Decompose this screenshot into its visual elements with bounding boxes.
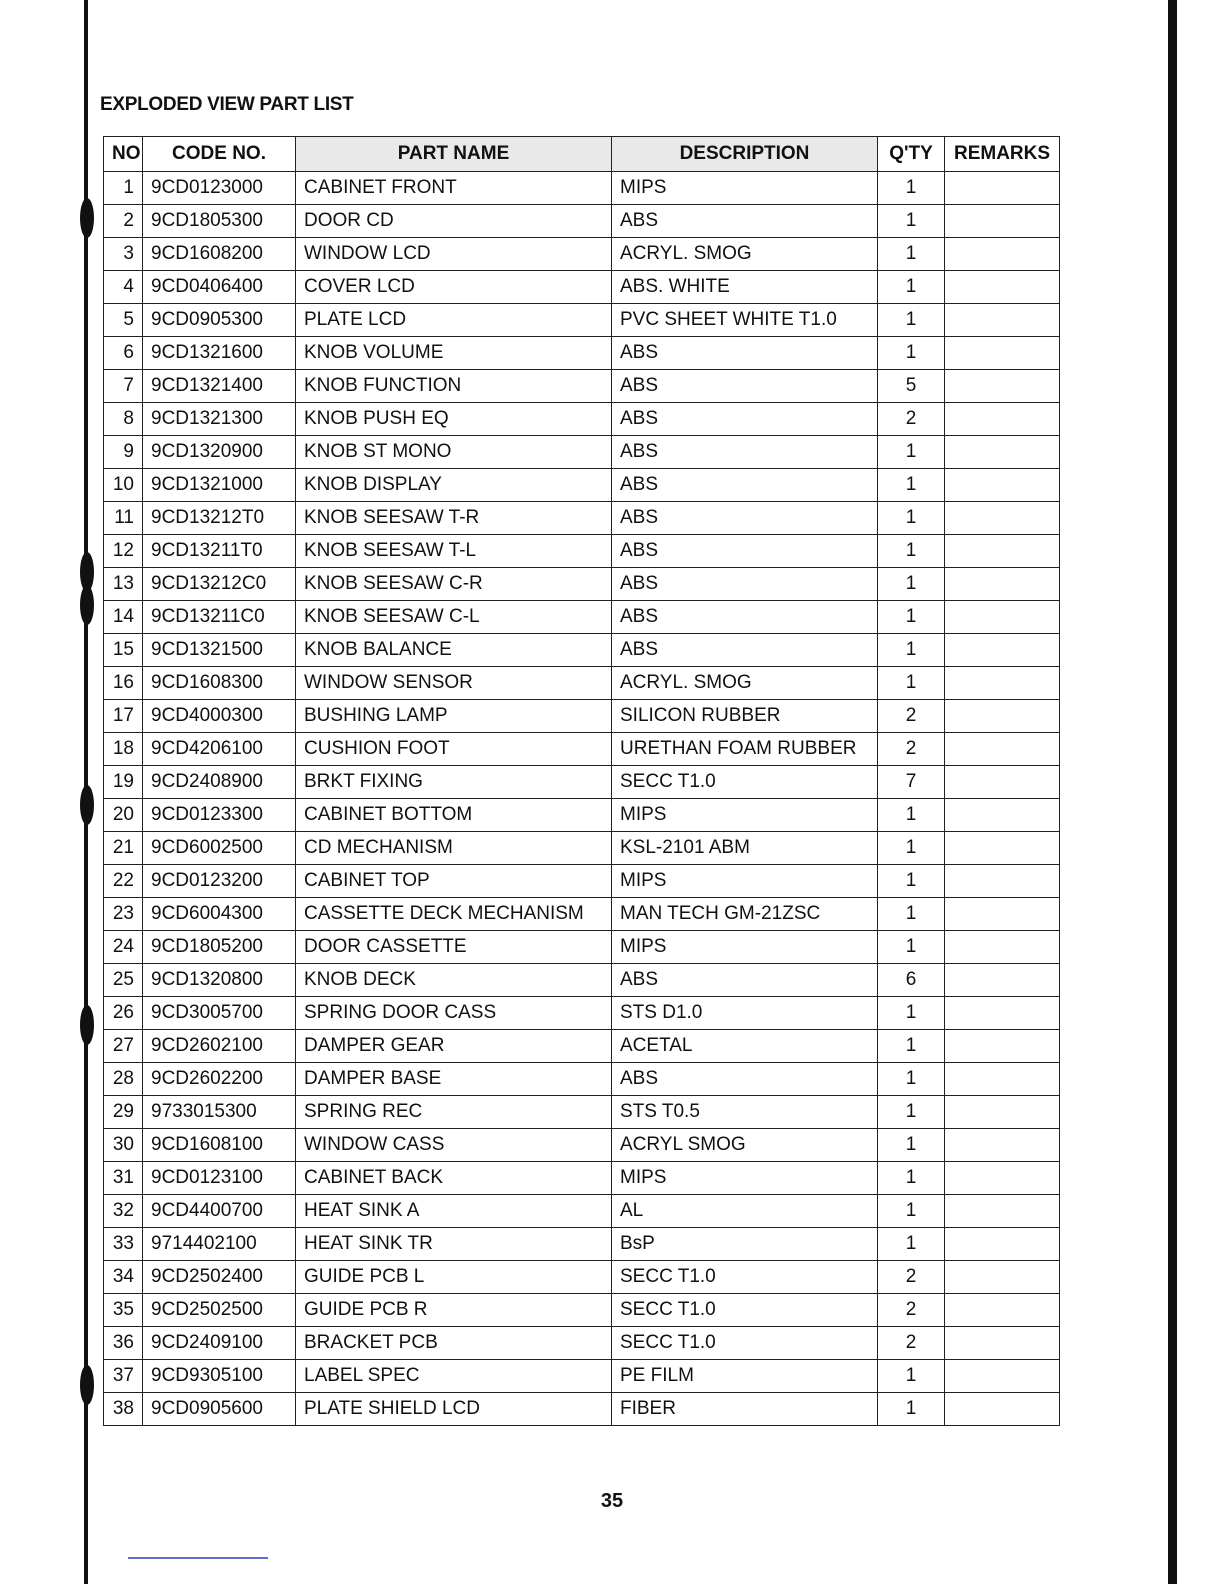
cell-no: 32 — [104, 1195, 143, 1228]
cell-code-no: 9CD4206100 — [143, 733, 296, 766]
cell-description: MAN TECH GM-21ZSC — [612, 898, 878, 931]
cell-no: 8 — [104, 403, 143, 436]
cell-remarks — [945, 1063, 1060, 1096]
cell-part-name: CABINET BOTTOM — [296, 799, 612, 832]
table-row — [104, 337, 1060, 370]
cell-code-no: 9CD0905600 — [143, 1393, 296, 1426]
table-row — [104, 1195, 1060, 1228]
cell-qty: 1 — [878, 568, 945, 601]
table-row — [104, 667, 1060, 700]
cell-code-no: 9CD13211T0 — [143, 535, 296, 568]
table-row — [104, 403, 1060, 436]
page-title: EXPLODED VIEW PART LIST — [100, 94, 354, 115]
cell-remarks — [945, 766, 1060, 799]
cell-description: ABS — [612, 568, 878, 601]
table-row — [104, 568, 1060, 601]
cell-remarks — [945, 1195, 1060, 1228]
cell-remarks — [945, 1096, 1060, 1129]
cell-description: STS T0.5 — [612, 1096, 878, 1129]
cell-code-no: 9CD1320800 — [143, 964, 296, 997]
cell-remarks — [945, 469, 1060, 502]
cell-description: ABS — [612, 1063, 878, 1096]
cell-code-no: 9CD13212T0 — [143, 502, 296, 535]
table-row — [104, 601, 1060, 634]
cell-description: SECC T1.0 — [612, 1294, 878, 1327]
cell-part-name: HEAT SINK TR — [296, 1228, 612, 1261]
column-header-code: CODE NO. — [143, 137, 296, 172]
cell-description: AL — [612, 1195, 878, 1228]
cell-qty: 1 — [878, 931, 945, 964]
cell-part-name: KNOB FUNCTION — [296, 370, 612, 403]
cell-code-no: 9CD6004300 — [143, 898, 296, 931]
cell-description: ABS — [612, 403, 878, 436]
cell-part-name: CUSHION FOOT — [296, 733, 612, 766]
cell-code-no: 9CD1608300 — [143, 667, 296, 700]
cell-remarks — [945, 601, 1060, 634]
cell-no: 27 — [104, 1030, 143, 1063]
cell-remarks — [945, 1261, 1060, 1294]
cell-no: 37 — [104, 1360, 143, 1393]
cell-part-name: CASSETTE DECK MECHANISM — [296, 898, 612, 931]
cell-qty: 1 — [878, 172, 945, 205]
cell-description: KSL-2101 ABM — [612, 832, 878, 865]
cell-code-no: 9CD1321000 — [143, 469, 296, 502]
cell-remarks — [945, 799, 1060, 832]
cell-description: ABS — [612, 964, 878, 997]
cell-remarks — [945, 1129, 1060, 1162]
cell-remarks — [945, 205, 1060, 238]
table-row — [104, 172, 1060, 205]
cell-qty: 2 — [878, 1294, 945, 1327]
table-row — [104, 1327, 1060, 1360]
cell-no: 26 — [104, 997, 143, 1030]
parts-table-body — [104, 172, 1060, 1426]
cell-no: 10 — [104, 469, 143, 502]
table-row — [104, 1261, 1060, 1294]
table-row — [104, 304, 1060, 337]
cell-part-name: SPRING DOOR CASS — [296, 997, 612, 1030]
cell-part-name: KNOB PUSH EQ — [296, 403, 612, 436]
cell-remarks — [945, 1294, 1060, 1327]
cell-part-name: GUIDE PCB R — [296, 1294, 612, 1327]
cell-description: ABS — [612, 436, 878, 469]
cell-qty: 1 — [878, 1393, 945, 1426]
table-row — [104, 964, 1060, 997]
cell-part-name: KNOB VOLUME — [296, 337, 612, 370]
cell-description: ABS — [612, 469, 878, 502]
cell-qty: 2 — [878, 733, 945, 766]
cell-part-name: HEAT SINK A — [296, 1195, 612, 1228]
cell-part-name: WINDOW CASS — [296, 1129, 612, 1162]
cell-part-name: CABINET FRONT — [296, 172, 612, 205]
table-row — [104, 1393, 1060, 1426]
table-row — [104, 1162, 1060, 1195]
cell-code-no: 9CD0123200 — [143, 865, 296, 898]
cell-part-name: COVER LCD — [296, 271, 612, 304]
cell-no: 1 — [104, 172, 143, 205]
table-row — [104, 832, 1060, 865]
cell-qty: 1 — [878, 304, 945, 337]
cell-no: 19 — [104, 766, 143, 799]
cell-part-name: WINDOW LCD — [296, 238, 612, 271]
cell-remarks — [945, 568, 1060, 601]
table-row — [104, 238, 1060, 271]
column-header-qty: Q'TY — [878, 137, 945, 172]
cell-no: 9 — [104, 436, 143, 469]
cell-code-no: 9CD6002500 — [143, 832, 296, 865]
cell-no: 34 — [104, 1261, 143, 1294]
cell-part-name: KNOB DISPLAY — [296, 469, 612, 502]
cell-qty: 1 — [878, 337, 945, 370]
cell-code-no: 9CD1805300 — [143, 205, 296, 238]
cell-description: SECC T1.0 — [612, 1327, 878, 1360]
cell-qty: 1 — [878, 997, 945, 1030]
cell-qty: 1 — [878, 1162, 945, 1195]
table-row — [104, 1360, 1060, 1393]
table-row — [104, 700, 1060, 733]
cell-remarks — [945, 271, 1060, 304]
cell-no: 24 — [104, 931, 143, 964]
cell-qty: 5 — [878, 370, 945, 403]
cell-qty: 1 — [878, 271, 945, 304]
table-row — [104, 1294, 1060, 1327]
cell-qty: 1 — [878, 898, 945, 931]
cell-remarks — [945, 502, 1060, 535]
cell-qty: 2 — [878, 1327, 945, 1360]
cell-code-no: 9CD1805200 — [143, 931, 296, 964]
cell-qty: 2 — [878, 403, 945, 436]
cell-description: SECC T1.0 — [612, 1261, 878, 1294]
cell-code-no: 9CD1321300 — [143, 403, 296, 436]
table-row — [104, 469, 1060, 502]
cell-remarks — [945, 931, 1060, 964]
cell-no: 2 — [104, 205, 143, 238]
column-header-remarks: REMARKS — [945, 137, 1060, 172]
table-row — [104, 997, 1060, 1030]
table-row — [104, 1129, 1060, 1162]
cell-remarks — [945, 436, 1060, 469]
cell-part-name: SPRING REC — [296, 1096, 612, 1129]
cell-no: 38 — [104, 1393, 143, 1426]
cell-no: 21 — [104, 832, 143, 865]
cell-no: 12 — [104, 535, 143, 568]
cell-description: PVC SHEET WHITE T1.0 — [612, 304, 878, 337]
cell-remarks — [945, 1228, 1060, 1261]
binding-hole-mark — [80, 585, 94, 625]
cell-qty: 6 — [878, 964, 945, 997]
cell-description: MIPS — [612, 1162, 878, 1195]
cell-remarks — [945, 1030, 1060, 1063]
cell-code-no: 9CD2502500 — [143, 1294, 296, 1327]
cell-part-name: BRACKET PCB — [296, 1327, 612, 1360]
cell-no: 15 — [104, 634, 143, 667]
cell-code-no: 9CD2408900 — [143, 766, 296, 799]
cell-no: 16 — [104, 667, 143, 700]
cell-no: 7 — [104, 370, 143, 403]
cell-description: MIPS — [612, 172, 878, 205]
cell-remarks — [945, 172, 1060, 205]
cell-description: ABS — [612, 205, 878, 238]
cell-description: ACRYL. SMOG — [612, 238, 878, 271]
table-row — [104, 1063, 1060, 1096]
cell-code-no: 9CD0123100 — [143, 1162, 296, 1195]
cell-code-no: 9CD13211C0 — [143, 601, 296, 634]
table-row — [104, 766, 1060, 799]
cell-qty: 1 — [878, 667, 945, 700]
cell-no: 3 — [104, 238, 143, 271]
table-row — [104, 931, 1060, 964]
cell-qty: 1 — [878, 502, 945, 535]
cell-description: SECC T1.0 — [612, 766, 878, 799]
cell-remarks — [945, 1162, 1060, 1195]
cell-qty: 1 — [878, 1360, 945, 1393]
cell-qty: 1 — [878, 1195, 945, 1228]
footer-rule — [128, 1557, 268, 1559]
cell-description: ABS — [612, 502, 878, 535]
cell-remarks — [945, 1360, 1060, 1393]
cell-no: 31 — [104, 1162, 143, 1195]
cell-no: 28 — [104, 1063, 143, 1096]
cell-part-name: KNOB SEESAW C-L — [296, 601, 612, 634]
cell-qty: 1 — [878, 1030, 945, 1063]
cell-code-no: 9733015300 — [143, 1096, 296, 1129]
cell-no: 36 — [104, 1327, 143, 1360]
table-row — [104, 205, 1060, 238]
cell-description: ABS. WHITE — [612, 271, 878, 304]
page-number: 35 — [600, 1490, 624, 1512]
cell-qty: 1 — [878, 205, 945, 238]
cell-qty: 2 — [878, 700, 945, 733]
cell-no: 13 — [104, 568, 143, 601]
cell-qty: 2 — [878, 1261, 945, 1294]
cell-part-name: BUSHING LAMP — [296, 700, 612, 733]
cell-no: 33 — [104, 1228, 143, 1261]
cell-remarks — [945, 535, 1060, 568]
cell-remarks — [945, 898, 1060, 931]
cell-code-no: 9CD1320900 — [143, 436, 296, 469]
cell-part-name: KNOB SEESAW T-R — [296, 502, 612, 535]
cell-code-no: 9CD1608200 — [143, 238, 296, 271]
cell-code-no: 9CD4000300 — [143, 700, 296, 733]
cell-part-name: KNOB DECK — [296, 964, 612, 997]
cell-code-no: 9CD2602100 — [143, 1030, 296, 1063]
cell-code-no: 9CD0905300 — [143, 304, 296, 337]
cell-code-no: 9CD1321400 — [143, 370, 296, 403]
cell-part-name: CABINET TOP — [296, 865, 612, 898]
cell-remarks — [945, 733, 1060, 766]
cell-remarks — [945, 865, 1060, 898]
table-row — [104, 436, 1060, 469]
cell-qty: 1 — [878, 634, 945, 667]
cell-description: FIBER — [612, 1393, 878, 1426]
table-row — [104, 1228, 1060, 1261]
cell-code-no: 9CD2602200 — [143, 1063, 296, 1096]
cell-qty: 7 — [878, 766, 945, 799]
cell-description: SILICON RUBBER — [612, 700, 878, 733]
cell-no: 5 — [104, 304, 143, 337]
binding-hole-mark — [80, 1365, 94, 1405]
cell-qty: 1 — [878, 238, 945, 271]
table-row — [104, 898, 1060, 931]
cell-description: BsP — [612, 1228, 878, 1261]
cell-part-name: PLATE SHIELD LCD — [296, 1393, 612, 1426]
cell-part-name: DAMPER GEAR — [296, 1030, 612, 1063]
cell-qty: 1 — [878, 436, 945, 469]
cell-no: 22 — [104, 865, 143, 898]
column-header-no: NO — [104, 137, 143, 172]
cell-no: 35 — [104, 1294, 143, 1327]
cell-code-no: 9CD1608100 — [143, 1129, 296, 1162]
cell-code-no: 9CD2409100 — [143, 1327, 296, 1360]
cell-description: ABS — [612, 601, 878, 634]
cell-remarks — [945, 1393, 1060, 1426]
cell-no: 29 — [104, 1096, 143, 1129]
cell-description: ABS — [612, 634, 878, 667]
cell-remarks — [945, 370, 1060, 403]
cell-remarks — [945, 1327, 1060, 1360]
cell-description: ABS — [612, 535, 878, 568]
cell-description: PE FILM — [612, 1360, 878, 1393]
binding-hole-mark — [80, 1005, 94, 1045]
cell-no: 4 — [104, 271, 143, 304]
table-row — [104, 865, 1060, 898]
table-row — [104, 799, 1060, 832]
cell-no: 6 — [104, 337, 143, 370]
cell-code-no: 9CD4400700 — [143, 1195, 296, 1228]
cell-remarks — [945, 634, 1060, 667]
cell-no: 30 — [104, 1129, 143, 1162]
table-row — [104, 370, 1060, 403]
cell-qty: 1 — [878, 865, 945, 898]
cell-part-name: WINDOW SENSOR — [296, 667, 612, 700]
cell-no: 18 — [104, 733, 143, 766]
parts-table — [103, 136, 1060, 1426]
table-row — [104, 634, 1060, 667]
binding-hole-mark — [80, 785, 94, 825]
cell-part-name: LABEL SPEC — [296, 1360, 612, 1393]
column-header-part-name: PART NAME — [296, 137, 612, 172]
cell-code-no: 9CD1321500 — [143, 634, 296, 667]
cell-no: 20 — [104, 799, 143, 832]
cell-qty: 1 — [878, 1096, 945, 1129]
cell-code-no: 9CD2502400 — [143, 1261, 296, 1294]
table-row — [104, 271, 1060, 304]
cell-description: ACRYL SMOG — [612, 1129, 878, 1162]
cell-code-no: 9CD3005700 — [143, 997, 296, 1030]
cell-part-name: KNOB SEESAW C-R — [296, 568, 612, 601]
cell-part-name: CD MECHANISM — [296, 832, 612, 865]
page-right-border — [1168, 0, 1177, 1584]
cell-qty: 1 — [878, 1063, 945, 1096]
cell-part-name: BRKT FIXING — [296, 766, 612, 799]
cell-qty: 1 — [878, 799, 945, 832]
cell-remarks — [945, 667, 1060, 700]
cell-description: MIPS — [612, 865, 878, 898]
cell-no: 17 — [104, 700, 143, 733]
table-row — [104, 733, 1060, 766]
cell-part-name: KNOB ST MONO — [296, 436, 612, 469]
cell-code-no: 9714402100 — [143, 1228, 296, 1261]
cell-no: 23 — [104, 898, 143, 931]
cell-description: URETHAN FOAM RUBBER — [612, 733, 878, 766]
cell-qty: 1 — [878, 469, 945, 502]
cell-remarks — [945, 238, 1060, 271]
cell-code-no: 9CD13212C0 — [143, 568, 296, 601]
cell-remarks — [945, 403, 1060, 436]
table-header-row — [104, 137, 1060, 172]
cell-remarks — [945, 337, 1060, 370]
cell-code-no: 9CD0406400 — [143, 271, 296, 304]
cell-remarks — [945, 700, 1060, 733]
cell-description: ABS — [612, 370, 878, 403]
cell-qty: 1 — [878, 601, 945, 634]
cell-part-name: CABINET BACK — [296, 1162, 612, 1195]
cell-description: ACETAL — [612, 1030, 878, 1063]
table-row — [104, 1030, 1060, 1063]
cell-code-no: 9CD1321600 — [143, 337, 296, 370]
cell-description: ABS — [612, 337, 878, 370]
table-row — [104, 535, 1060, 568]
cell-code-no: 9CD9305100 — [143, 1360, 296, 1393]
cell-description: MIPS — [612, 931, 878, 964]
cell-part-name: PLATE LCD — [296, 304, 612, 337]
cell-part-name: DOOR CD — [296, 205, 612, 238]
cell-qty: 1 — [878, 832, 945, 865]
cell-description: MIPS — [612, 799, 878, 832]
cell-qty: 1 — [878, 1129, 945, 1162]
cell-code-no: 9CD0123300 — [143, 799, 296, 832]
cell-no: 25 — [104, 964, 143, 997]
cell-part-name: DOOR CASSETTE — [296, 931, 612, 964]
cell-part-name: KNOB SEESAW T-L — [296, 535, 612, 568]
table-row — [104, 502, 1060, 535]
cell-remarks — [945, 832, 1060, 865]
cell-remarks — [945, 964, 1060, 997]
cell-remarks — [945, 304, 1060, 337]
table-row — [104, 1096, 1060, 1129]
cell-qty: 1 — [878, 1228, 945, 1261]
cell-no: 11 — [104, 502, 143, 535]
cell-part-name: GUIDE PCB L — [296, 1261, 612, 1294]
cell-part-name: KNOB BALANCE — [296, 634, 612, 667]
binding-hole-mark — [80, 198, 94, 238]
cell-qty: 1 — [878, 535, 945, 568]
cell-code-no: 9CD0123000 — [143, 172, 296, 205]
cell-part-name: DAMPER BASE — [296, 1063, 612, 1096]
cell-description: STS D1.0 — [612, 997, 878, 1030]
cell-no: 14 — [104, 601, 143, 634]
cell-description: ACRYL. SMOG — [612, 667, 878, 700]
cell-remarks — [945, 997, 1060, 1030]
column-header-description: DESCRIPTION — [612, 137, 878, 172]
